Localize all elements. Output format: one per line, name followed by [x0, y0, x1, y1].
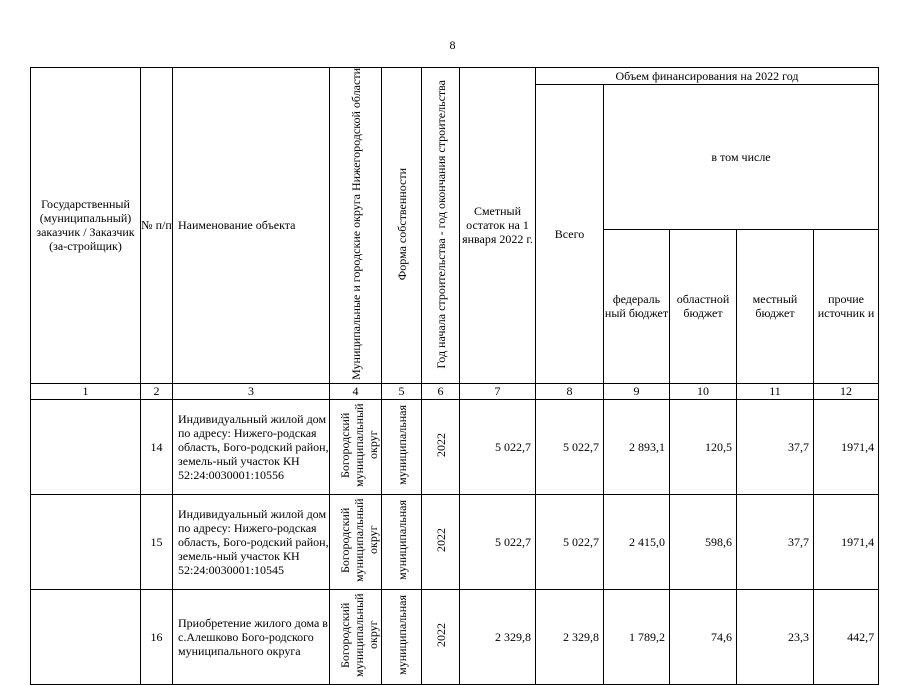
cell-other: 1971,4 — [814, 494, 879, 589]
header-customer: Государственный (муниципальный) заказчик / Заказчик (за-стройщик) — [31, 68, 141, 384]
column-number: 8 — [536, 383, 604, 399]
cell-total: 5 022,7 — [536, 399, 604, 494]
header-regional: областной бюджет — [670, 229, 737, 383]
header-other: прочие источник и — [814, 229, 879, 383]
cell-ownership: муниципальная — [394, 595, 409, 676]
cell-total: 5 022,7 — [536, 494, 604, 589]
header-federal: федераль ный бюджет — [604, 229, 670, 383]
cell-object: Индивидуальный жилой дом по адресу: Нижего-родская область, Бого-родский район, земель-ный участок КН 52:24:0030001:10556 — [173, 399, 330, 494]
cell-total: 2 329,8 — [536, 589, 604, 684]
cell-federal: 2 893,1 — [604, 399, 670, 494]
column-number: 10 — [670, 383, 737, 399]
cell-regional: 120,5 — [670, 399, 737, 494]
column-number-row — [31, 383, 879, 399]
column-number: 7 — [460, 383, 536, 399]
cell-num: 14 — [141, 399, 173, 494]
cell-other: 442,7 — [814, 589, 879, 684]
cell-estimate: 5 022,7 — [460, 399, 536, 494]
header-municipality: Муниципальные и городские округа Нижегородской области — [348, 68, 363, 380]
column-number: 6 — [422, 383, 460, 399]
column-number: 4 — [330, 383, 382, 399]
cell-years: 2022 — [433, 528, 448, 553]
cell-ownership: муниципальная — [394, 405, 409, 486]
header-years: Год начала строительства - год окончания строительства — [433, 79, 448, 369]
header-object-name: Наименование объекта — [173, 68, 330, 384]
column-number: 1 — [31, 383, 141, 399]
cell-num: 16 — [141, 589, 173, 684]
cell-municipality: Богородский муниципальный округ — [337, 403, 380, 488]
header-including: в том числе — [604, 85, 879, 230]
cell-object: Приобретение жилого дома в с.Алешково Бого-родского муниципального округа — [173, 589, 330, 684]
cell-ownership: муниципальная — [394, 500, 409, 581]
header-num: № п/п — [141, 68, 173, 384]
header-local: местный бюджет — [737, 229, 814, 383]
table-row — [31, 399, 879, 494]
cell-customer — [31, 589, 141, 684]
column-number: 2 — [141, 383, 173, 399]
cell-estimate: 2 329,8 — [460, 589, 536, 684]
header-estimate: Сметный остаток на 1 января 2022 г. — [460, 68, 536, 384]
cell-local: 23,3 — [737, 589, 814, 684]
cell-local: 37,7 — [737, 494, 814, 589]
column-number: 9 — [604, 383, 670, 399]
table-row — [31, 589, 879, 684]
column-number: 5 — [382, 383, 422, 399]
cell-regional: 74,6 — [670, 589, 737, 684]
financing-table — [30, 67, 879, 685]
header-funding-group: Объем финансирования на 2022 год — [536, 68, 879, 85]
column-number: 12 — [814, 383, 879, 399]
cell-municipality: Богородский муниципальный округ — [337, 593, 380, 678]
page-number: 8 — [449, 38, 456, 52]
cell-federal: 1 789,2 — [604, 589, 670, 684]
cell-years: 2022 — [433, 623, 448, 648]
cell-years: 2022 — [433, 433, 448, 458]
table-row — [31, 494, 879, 589]
cell-num: 15 — [141, 494, 173, 589]
cell-customer — [31, 399, 141, 494]
column-number: 3 — [173, 383, 330, 399]
cell-municipality: Богородский муниципальный округ — [337, 498, 380, 583]
cell-local: 37,7 — [737, 399, 814, 494]
cell-other: 1971,4 — [814, 399, 879, 494]
header-ownership: Форма собственности — [394, 167, 409, 281]
cell-federal: 2 415,0 — [604, 494, 670, 589]
cell-estimate: 5 022,7 — [460, 494, 536, 589]
cell-object: Индивидуальный жилой дом по адресу: Нижего-родская область, Бого-родский район, земель-ный участок КН 52:24:0030001:10545 — [173, 494, 330, 589]
cell-regional: 598,6 — [670, 494, 737, 589]
cell-customer — [31, 494, 141, 589]
column-number: 11 — [737, 383, 814, 399]
header-total: Всего — [536, 85, 604, 384]
